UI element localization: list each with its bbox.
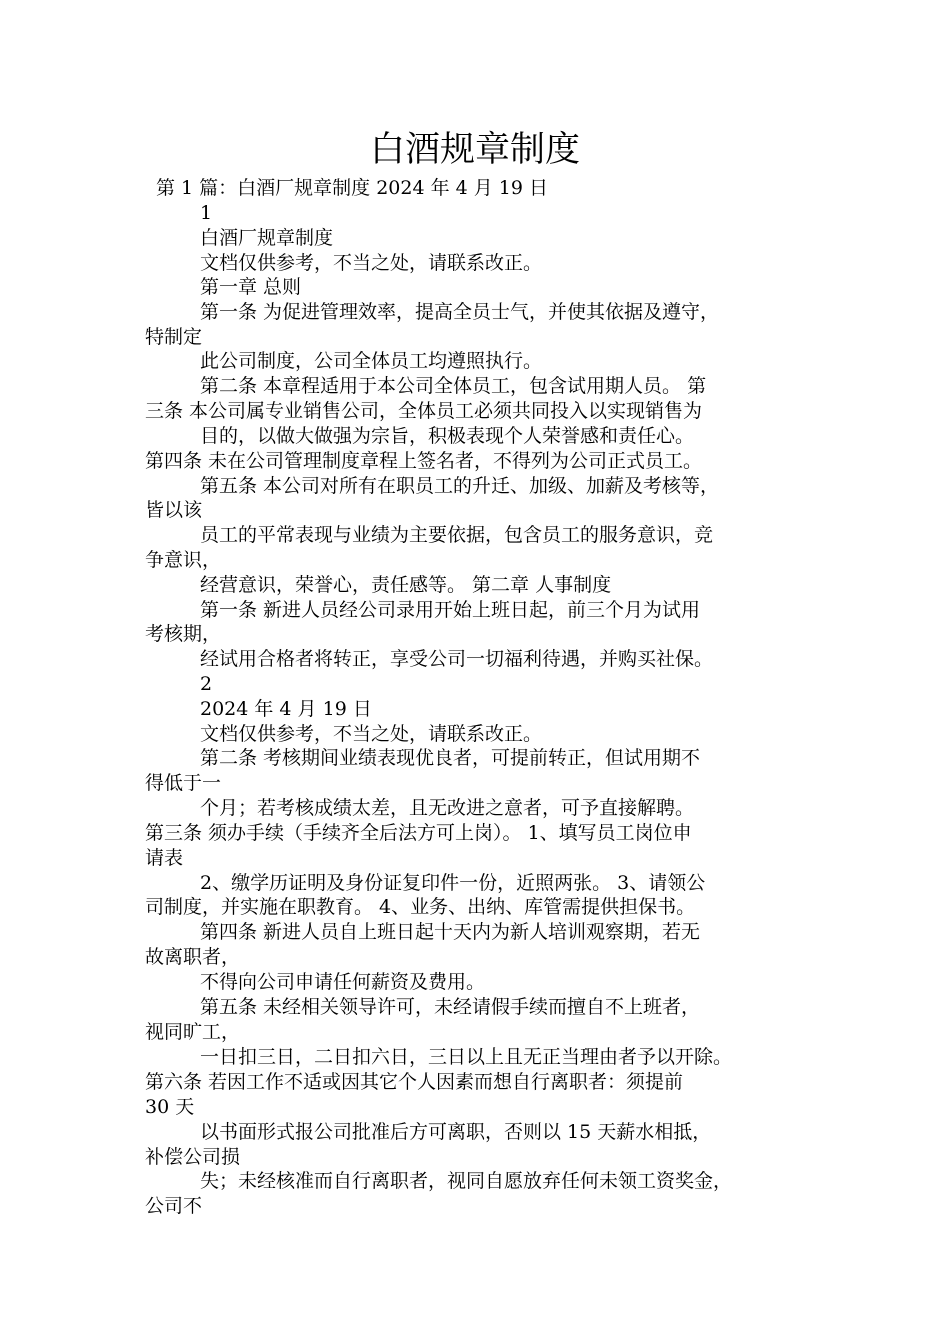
text-line: 第二条 本章程适用于本公司全体员工，包含试用期人员。 第 xyxy=(200,375,707,397)
text-line: 失；未经核准而自行离职者，视同自愿放弃任何未领工资奖金， xyxy=(200,1170,733,1192)
text-line: 文档仅供参考，不当之处，请联系改正。 xyxy=(200,723,543,745)
text-line: 第一条 新进人员经公司录用开始上班日起，前三个月为试用 xyxy=(200,599,701,621)
text-line: 第四条 新进人员自上班日起十天内为新人培训观察期，若无 xyxy=(200,921,701,943)
text-line: 第 1 篇：白酒厂规章制度 2024 年 4 月 19 日 xyxy=(156,177,549,199)
text-line: 第二条 考核期间业绩表现优良者，可提前转正，但试用期不 xyxy=(200,747,701,769)
text-line: 2 xyxy=(200,673,213,695)
text-line: 30 天 xyxy=(145,1096,195,1118)
text-line: 第一章 总则 xyxy=(200,276,302,298)
text-line: 以书面形式报公司批准后方可离职，否则以 15 天薪水相抵， xyxy=(200,1121,712,1143)
text-line: 1 xyxy=(200,202,213,224)
text-line: 皆以该 xyxy=(145,499,203,521)
text-line: 第五条 未经相关领导许可，未经请假手续而擅自不上班者， xyxy=(200,996,701,1018)
text-line: 补偿公司损 xyxy=(145,1146,241,1168)
text-line: 第一条 为促进管理效率，提高全员士气，并使其依据及遵守， xyxy=(200,301,720,323)
text-line: 目的，以做大做强为宗旨，积极表现个人荣誉感和责任心。 xyxy=(200,425,695,447)
text-line: 视同旷工， xyxy=(145,1021,241,1043)
text-line: 司制度，并实施在职教育。 4、业务、出纳、库管需提供担保书。 xyxy=(145,896,696,918)
document-title: 白酒规章制度 xyxy=(369,130,580,170)
text-line: 经试用合格者将转正，享受公司一切福利待遇，并购买社保。 xyxy=(200,648,714,670)
text-line: 个月；若考核成绩太差，且无改进之意者，可予直接解聘。 xyxy=(200,797,695,819)
text-line: 第六条 若因工作不适或因其它个人因素而想自行离职者：须提前 xyxy=(145,1071,684,1093)
text-line: 第五条 本公司对所有在职员工的升迁、加级、加薪及考核等， xyxy=(200,475,720,497)
text-line: 此公司制度，公司全体员工均遵照执行。 xyxy=(200,350,543,372)
text-line: 文档仅供参考，不当之处，请联系改正。 xyxy=(200,252,543,274)
text-line: 考核期， xyxy=(145,623,222,645)
text-line: 故离职者， xyxy=(145,946,241,968)
text-line: 公司不 xyxy=(145,1195,203,1217)
text-line: 2024 年 4 月 19 日 xyxy=(200,698,372,720)
text-line: 请表 xyxy=(145,847,184,869)
text-line: 白酒厂规章制度 xyxy=(200,227,334,249)
text-line: 三条 本公司属专业销售公司，全体员工必须共同投入以实现销售为 xyxy=(145,400,703,422)
text-line: 第四条 未在公司管理制度章程上签名者，不得列为公司正式员工。 xyxy=(145,450,703,472)
text-line: 一日扣三日，二日扣六日，三日以上且无正当理由者予以开除。 xyxy=(200,1046,733,1068)
text-line: 经营意识，荣誉心，责任感等。 第二章 人事制度 xyxy=(200,574,612,596)
text-line: 特制定 xyxy=(145,326,203,348)
text-line: 争意识， xyxy=(145,549,222,571)
text-line: 得低于一 xyxy=(145,772,222,794)
text-line: 不得向公司申请任何薪资及费用。 xyxy=(200,971,486,993)
text-line: 员工的平常表现与业绩为主要依据，包含员工的服务意识，竞 xyxy=(200,524,714,546)
text-line: 第三条 须办手续（手续齐全后法方可上岗）。 1、填写员工岗位申 xyxy=(145,822,692,844)
text-line: 2、缴学历证明及身份证复印件一份，近照两张。 3、请领公 xyxy=(200,872,706,894)
